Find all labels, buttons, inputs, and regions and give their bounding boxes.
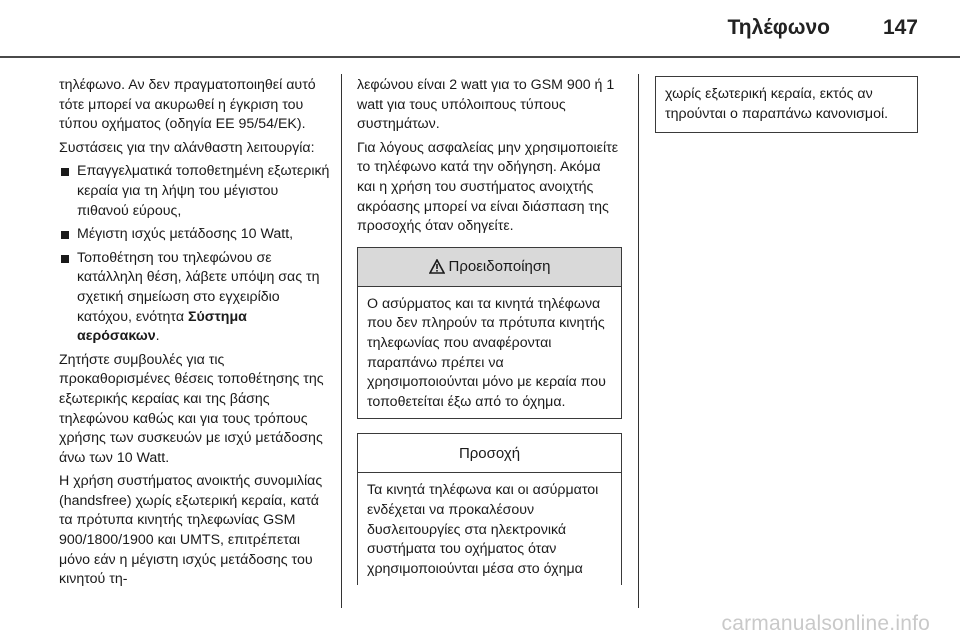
column-1 (59, 76, 331, 594)
paragraph: τηλέφωνο. Αν δεν πραγματοποιηθεί αυτό τότε μπορεί να ακυρωθεί η έγκριση του τύπου οχήματος (οδηγία ΕΕ 95/54/ΕΚ). (59, 77, 316, 133)
page-number: 147 (882, 16, 918, 39)
paragraph: Ζητήστε συμβουλές για τις προκαθορισμένες θέσεις τοποθέτησης της εξωτερικής κεραίας και της βάσης τηλεφώνου καθώς και για τους τρόπους χρήσης των συσκευών με ισχύ μετάδοσης άνω των 10 Watt. (59, 351, 324, 466)
caution-box (357, 433, 622, 585)
warning-box-header (358, 248, 621, 287)
caution-box-continued (655, 76, 918, 133)
warning-text: Ο ασύρματος και τα κινητά τηλέφωνα που δεν πληρούν τα πρότυπα κινητής τηλεφωνίας που αναφέρονται παραπάνω πρέπει να χρησιμοποιούνται μόνο με κεραία που τοποθετείται έξω από το όχημα. (367, 295, 606, 410)
list-item-text: Επαγγελματικά τοποθετημένη εξωτερική κεραία για τη λήψη του μέγιστου πιθανού εύρους, (77, 163, 330, 219)
list-item-text: Τοποθέτηση του τηλεφώνου σε κατάλληλη θέση, λάβετε υπόψη σας τη σχετική σημείωση στο εγχειρίδιο κατόχου, ενότητα (77, 249, 320, 325)
watermark: carmanualsonline.info (721, 612, 930, 635)
page-title: Τηλέφωνο (727, 16, 830, 39)
list-item-text: Μέγιστη ισχύς μετάδοσης 10 Watt, (77, 226, 294, 243)
bullet-square-icon (61, 231, 69, 239)
column-divider-1 (341, 74, 342, 608)
column-divider-2 (638, 74, 639, 608)
paragraph: Η χρήση συστήματος ανοικτής συνομιλίας (handsfree) χωρίς εξωτερική κεραία, κατά τα πρότυπα κινητής τηλεφωνίας GSM 900/1800/1900 και UMTS, επιτρέπεται μόνο εάν η μέγιστη ισχύς μετάδοσης του κινητού τη- (59, 473, 323, 588)
caution-box-header (358, 434, 621, 473)
header-rule (0, 56, 960, 58)
column-3 (655, 76, 918, 133)
warning-box (357, 247, 622, 420)
page-header (0, 0, 960, 56)
cross-reference-link[interactable]: Σύστημα αερόσακων (77, 308, 247, 345)
column-2 (357, 76, 622, 585)
bullet-square-icon (61, 255, 69, 263)
caution-text: Τα κινητά τηλέφωνα και οι ασύρματοι ενδέχεται να προκαλέσουν δυσλειτουργίες στα ηλεκτρονικά συστήματα του οχήματος όταν χρησιμοποιούνται μέσα στο όχημα (367, 482, 599, 577)
list-item (59, 249, 331, 347)
caution-title: Προσοχή (458, 444, 521, 462)
paragraph: Για λόγους ασφαλείας μην χρησιμοποιείτε το τηλέφωνο κατά την οδήγηση. Ακόμα και η χρήση του συστήματος ανοιχτής ακρόασης μπορεί να είναι διάσπαση της προσοχής όταν οδηγείτε. (357, 139, 619, 235)
caution-continued-text: χωρίς εξωτερική κεραία, εκτός αν τηρούνται ο παραπάνω κανονισμοί. (665, 86, 889, 122)
bullet-square-icon (61, 168, 69, 176)
warning-triangle-icon (429, 259, 445, 274)
list-item (59, 162, 331, 221)
paragraph: Συστάσεις για την αλάνθαστη λειτουργία: (59, 139, 315, 156)
warning-title: Προειδοποίηση (448, 257, 551, 275)
list-item-end: . (155, 328, 160, 345)
list-item (59, 225, 331, 245)
paragraph: λεφώνου είναι 2 watt για το GSM 900 ή 1 watt για τους υπόλοιπους τύπους συστημάτων. (357, 77, 615, 133)
